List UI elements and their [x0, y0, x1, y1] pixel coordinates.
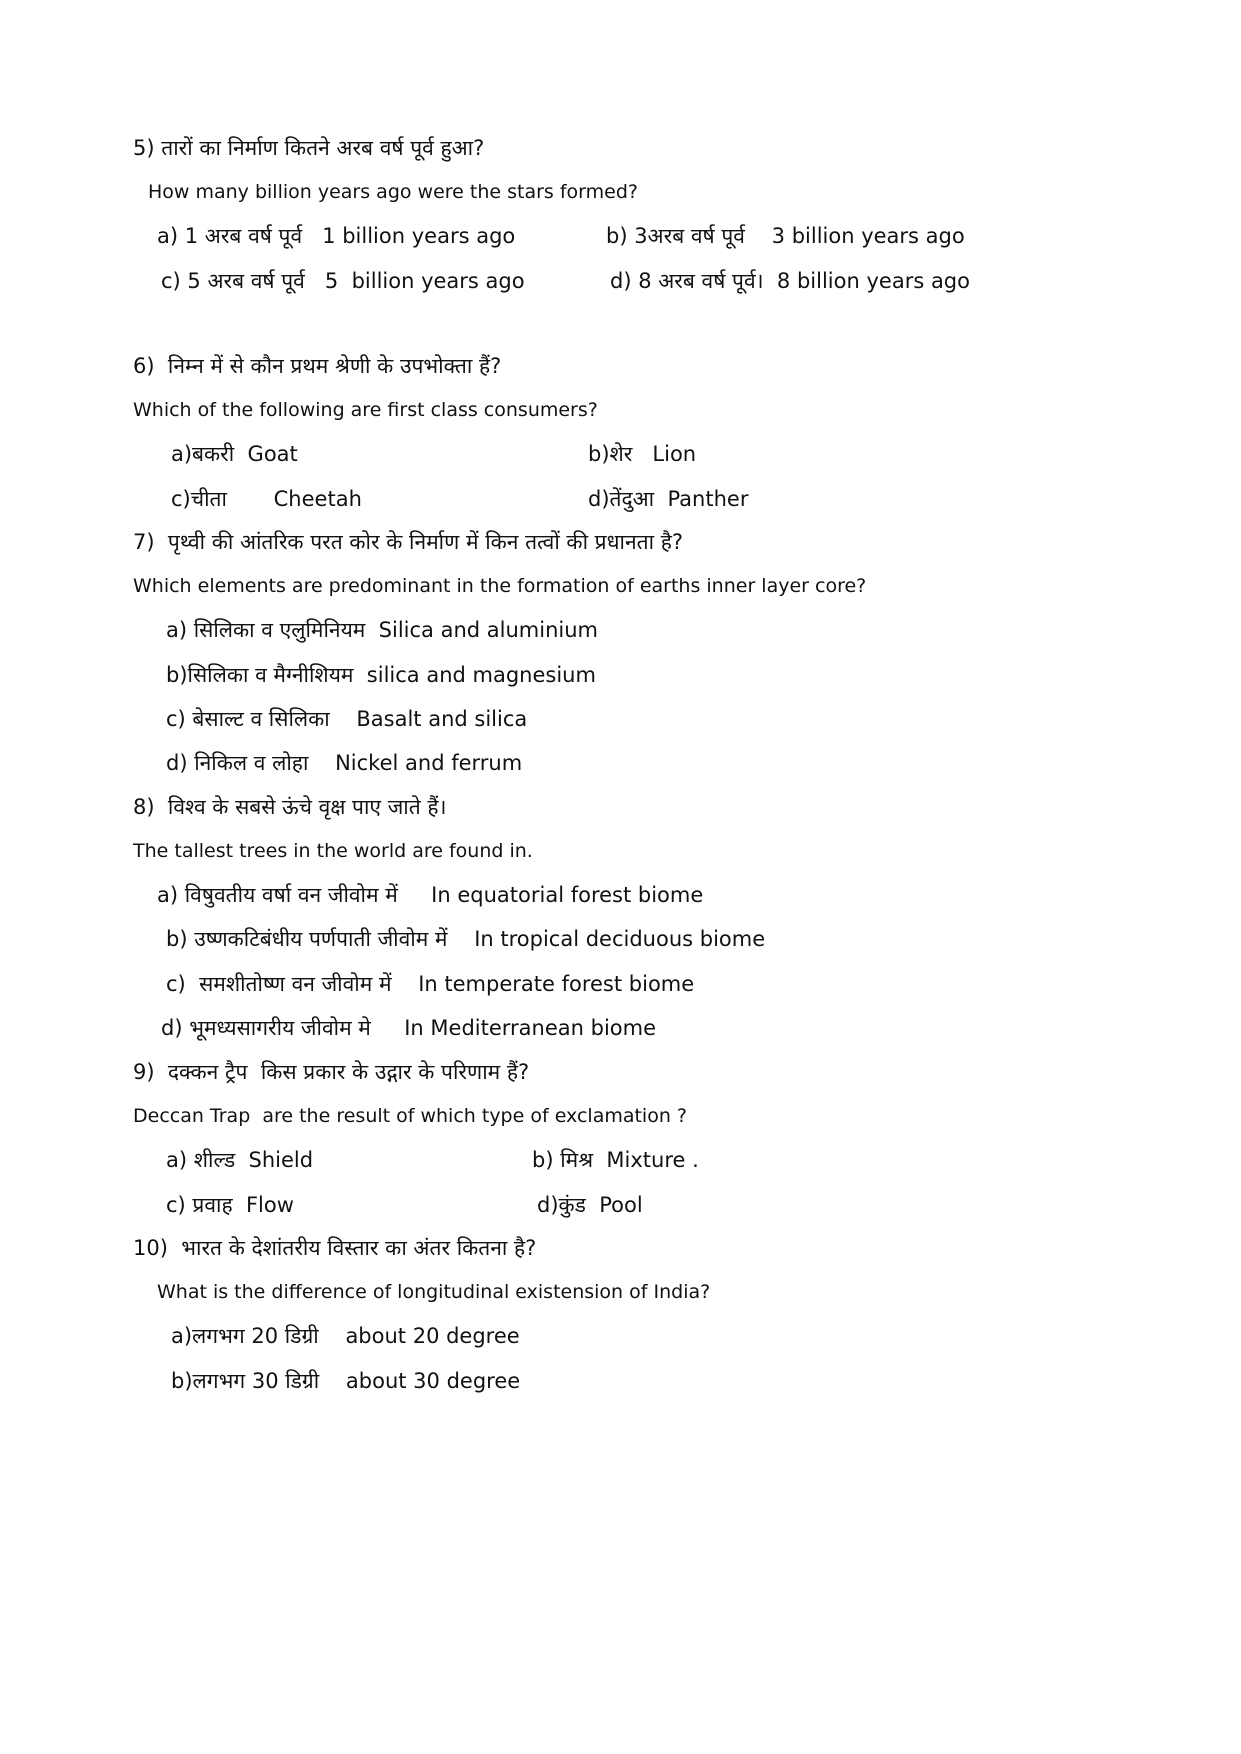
question-8-english: The tallest trees in the world are found in.	[133, 840, 533, 862]
question-7-option-a: a) सिलिका व एलुमिनियम Silica and aluminium	[166, 618, 598, 642]
question-7-option-b: b)सिलिका व मैग्नीशियम silica and magnesium	[166, 663, 596, 687]
question-8-option-c: c) समशीतोष्ण वन जीवोम में In temperate forest biome	[166, 972, 695, 996]
question-6-hindi: 6) निम्न में से कौन प्रथम श्रेणी के उपभोक्ता हैं?	[133, 354, 502, 378]
question-8-option-d: d) भूमध्यसागरीय जीवोम मे In Mediterranean biome	[161, 1016, 657, 1040]
question-9-hindi: 9) दक्कन ट्रैप किस प्रकार के उद्गार के परिणाम हैं?	[133, 1060, 530, 1084]
question-6-option-a: a)बकरी Goat	[171, 442, 298, 466]
question-8-option-b: b) उष्णकटिबंधीय पर्णपाती जीवोम में In tropical deciduous biome	[166, 927, 766, 951]
question-7-option-d: d) निकिल व लोहा Nickel and ferrum	[166, 751, 523, 775]
question-6-option-d: d)तेंदुआ Panther	[588, 487, 749, 511]
question-6-option-b: b)शेर Lion	[588, 442, 697, 466]
question-9-option-c: c) प्रवाह Flow	[166, 1193, 294, 1217]
question-5-option-a: a) 1 अरब वर्ष पूर्व 1 billion years ago	[157, 224, 516, 248]
question-10-hindi: 10) भारत के देशांतरीय विस्तार का अंतर कितना है?	[133, 1236, 537, 1260]
question-9-option-a: a) शील्ड Shield	[166, 1148, 314, 1172]
question-8-hindi: 8) विश्व के सबसे ऊंचे वृक्ष पाए जाते हैं।	[133, 795, 447, 819]
question-7-option-c: c) बेसाल्ट व सिलिका Basalt and silica	[166, 707, 528, 731]
question-7-english: Which elements are predominant in the formation of earths inner layer core?	[133, 575, 867, 597]
question-10-option-b: b)लगभग 30 डिग्री about 30 degree	[171, 1369, 521, 1393]
question-5-option-c: c) 5 अरब वर्ष पूर्व 5 billion years ago	[161, 269, 525, 293]
question-8-option-a: a) विषुवतीय वर्षा वन जीवोम में In equatorial forest biome	[157, 883, 704, 907]
question-10-english: What is the difference of longitudinal existension of India?	[157, 1281, 711, 1303]
question-5-option-d: d) 8 अरब वर्ष पूर्व। 8 billion years ago	[610, 269, 970, 293]
question-5-hindi: 5) तारों का निर्माण कितने अरब वर्ष पूर्व हुआ?	[133, 136, 485, 160]
question-9-option-b: b) मिश्र Mixture .	[532, 1148, 699, 1172]
question-9-english: Deccan Trap are the result of which type of exclamation ?	[133, 1105, 688, 1127]
question-6-option-c: c)चीता Cheetah	[171, 487, 362, 511]
question-6-english: Which of the following are first class consumers?	[133, 399, 598, 421]
question-7-hindi: 7) पृथ्वी की आंतरिक परत कोर के निर्माण में किन तत्वों की प्रधानता है?	[133, 530, 684, 554]
question-9-option-d: d)कुंड Pool	[537, 1193, 643, 1217]
question-5-english: How many billion years ago were the stars formed?	[148, 181, 638, 203]
question-10-option-a: a)लगभग 20 डिग्री about 20 degree	[171, 1324, 520, 1348]
question-5-option-b: b) 3अरब वर्ष पूर्व 3 billion years ago	[606, 224, 965, 248]
